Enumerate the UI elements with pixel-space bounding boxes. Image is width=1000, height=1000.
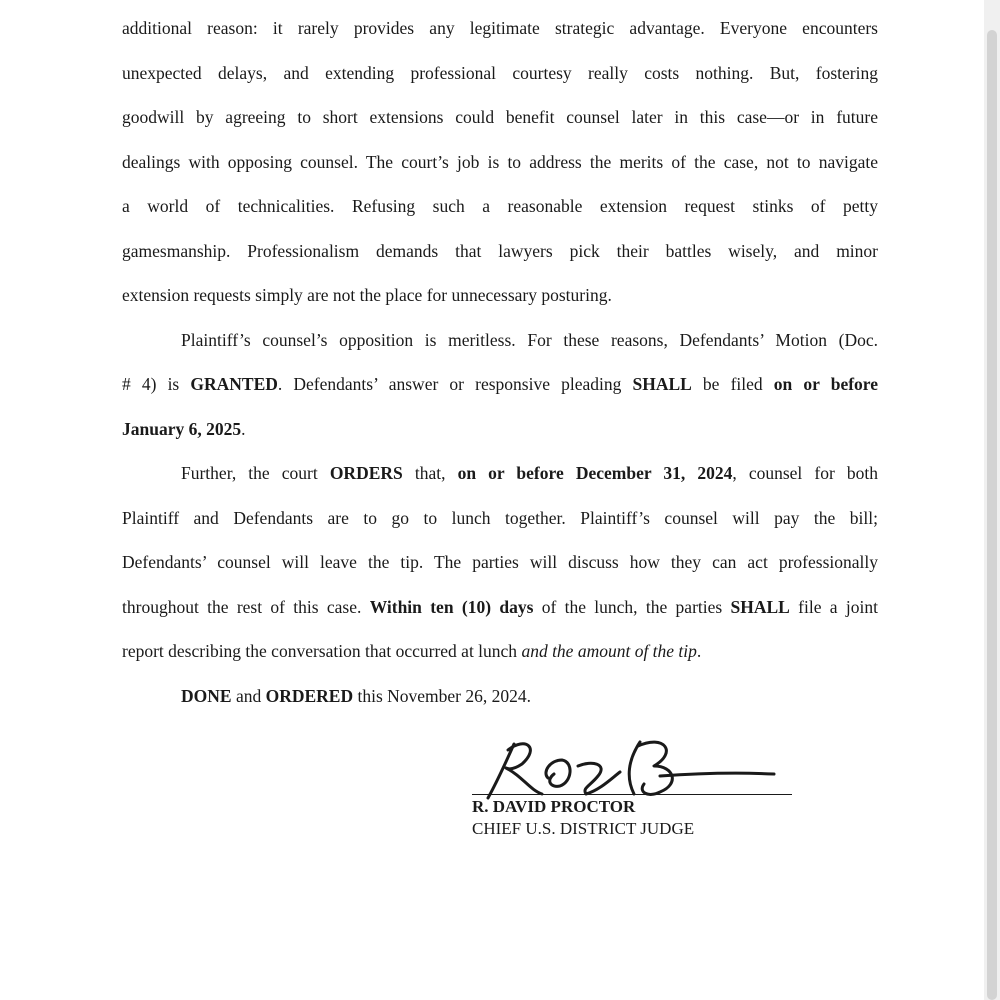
shall-emphasis: SHALL	[730, 597, 790, 617]
done-emphasis: DONE	[181, 686, 232, 706]
body-line: Plaintiff’s counsel’s opposition is meritless. For these reasons, Defendants’ Motion (Doc.	[181, 330, 878, 350]
text-run: be filed	[691, 374, 774, 394]
body-line: additional reason: it rarely provides any legitimate strategic advantage. Everyone encounters	[122, 18, 878, 38]
text-run: this November 26, 2024.	[353, 686, 532, 706]
lunch-deadline: on or before December 31, 2024	[457, 463, 733, 483]
body-line: Defendants’ counsel will leave the tip. The parties will discuss how they can act professionally	[122, 552, 878, 572]
body-line	[122, 374, 878, 394]
deadline-date: January 6, 2025	[122, 419, 242, 439]
body-line: extension requests simply are not the place for unnecessary posturing.	[122, 285, 612, 305]
judge-name: R. DAVID PROCTOR	[472, 797, 636, 816]
closing-line	[181, 686, 878, 706]
body-line: dealings with opposing counsel. The court’s job is to address the merits of the case, not to navigate	[122, 152, 878, 172]
body-line: goodwill by agreeing to short extensions could benefit counsel later in this case—or in future	[122, 107, 878, 127]
orders-emphasis: ORDERS	[329, 463, 403, 483]
ordered-emphasis: ORDERED	[265, 686, 354, 706]
text-run: that,	[402, 463, 458, 483]
text-run: .	[696, 641, 702, 661]
scrollbar-thumb[interactable]	[987, 30, 997, 1000]
text-run: Further, the court	[181, 463, 330, 483]
judge-title: CHIEF U.S. DISTRICT JUDGE	[472, 819, 695, 838]
body-line: unexpected delays, and extending professional courtesy really costs nothing. But, fostering	[122, 63, 878, 83]
text-run: report describing the conversation that occurred at lunch	[122, 641, 522, 661]
body-line: Plaintiff and Defendants are to go to lunch together. Plaintiff’s counsel will pay the bill;	[122, 508, 878, 528]
text-run: file a joint	[789, 597, 878, 617]
text-run: throughout the rest of this case.	[122, 597, 370, 617]
text-run: and	[231, 686, 266, 706]
text-run: , counsel for both	[732, 463, 878, 483]
vertical-scrollbar[interactable]	[984, 0, 1000, 1000]
ten-days-emphasis: Within ten (10) days	[369, 597, 534, 617]
body-line	[122, 641, 878, 661]
body-line: a world of technicalities. Refusing such a reasonable extension request stinks of petty	[122, 196, 878, 216]
text-run: . Defendants’ answer or responsive pleading	[277, 374, 633, 394]
text-run: of the lunch, the parties	[533, 597, 731, 617]
text-run: .	[241, 419, 246, 439]
granted-emphasis: GRANTED	[190, 374, 278, 394]
body-line	[122, 597, 878, 617]
shall-emphasis: SHALL	[632, 374, 692, 394]
body-line: gamesmanship. Professionalism demands that lawyers pick their battles wisely, and minor	[122, 241, 878, 261]
signature-line	[472, 794, 792, 795]
body-line	[181, 463, 878, 483]
deadline-emphasis: on or before	[773, 374, 879, 394]
tip-italic: and the amount of the tip	[521, 641, 697, 661]
text-run: # 4) is	[122, 374, 191, 394]
body-line	[122, 419, 878, 439]
